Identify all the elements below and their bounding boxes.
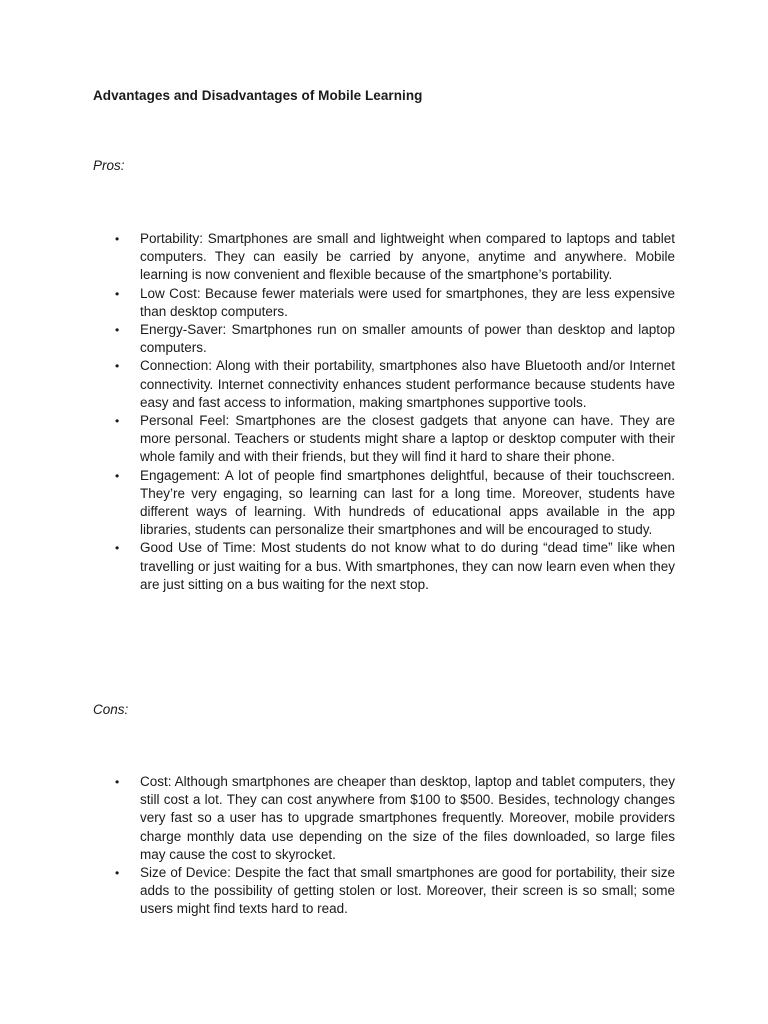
list-item [115, 539, 675, 594]
list-item-text: Engagement: A lot of people find smartphones delightful, because of their touchscreen. They’re very engaging, so learning can last for a long time. Moreover, students have different ways of learning. With hundreds of educational apps available in the app libraries, students can personalize their smartphones and will be encouraged to study. [140, 467, 675, 538]
pros-list [115, 230, 675, 594]
list-item [115, 773, 675, 864]
list-item [115, 864, 675, 919]
list-item-text: Energy-Saver: Smartphones run on smaller amounts of power than desktop and laptop computers. [140, 322, 675, 356]
list-item [115, 285, 675, 321]
document-title: Advantages and Disadvantages of Mobile Learning [93, 88, 423, 103]
list-item [115, 230, 675, 285]
list-item [115, 321, 675, 357]
bullet-icon: • [115, 232, 120, 246]
cons-list [115, 773, 675, 919]
list-item-text: Size of Device: Despite the fact that small smartphones are good for portability, their size adds to the possibility of getting stolen or lost. Moreover, their screen is so small; some users might find texts hard to read. [140, 865, 675, 917]
bullet-icon: • [115, 541, 120, 556]
list-item-text: Portability: Smartphones are small and lightweight when compared to laptops and tablet computers. They can easily be carried by anyone, anytime and anywhere. Mobile learning is now convenient and flexible because of the smartphone’s portability. [140, 231, 675, 283]
list-item-text: Personal Feel: Smartphones are the closest gadgets that anyone can have. They are more personal. Teachers or students might share a laptop or desktop computer with their whole family and with their friends, but they will find it hard to share their phone. [140, 413, 675, 465]
list-item-text: Connection: Along with their portability, smartphones also have Bluetooth and/or Internet connectivity. Internet connectivity enhances student performance because students have easy and fast access to information, making smartphones supportive tools. [140, 358, 675, 410]
list-item-text: Low Cost: Because fewer materials were used for smartphones, they are less expensive than desktop computers. [140, 285, 675, 319]
list-item-text: Cost: Although smartphones are cheaper than desktop, laptop and tablet computers, they still cost a lot. They can cost anywhere from $100 to $500. Besides, technology changes very fast so a user has to upgrade smartphones frequently. Moreover, mobile providers charge monthly data use depending on the size of the files downloaded, so large files may cause the cost to skyrocket. [140, 774, 675, 862]
list-item-text: Good Use of Time: Most students do not know what to do during “dead time” like when travelling or just waiting for a bus. With smartphones, they can now learn even when they are just sitting on a bus waiting for the next stop. [140, 540, 675, 592]
bullet-icon: • [115, 414, 120, 429]
bullet-icon: • [115, 286, 120, 301]
pros-heading: Pros: [93, 158, 125, 173]
list-item [115, 467, 675, 540]
cons-heading: Cons: [93, 702, 129, 717]
bullet-icon: • [115, 359, 120, 374]
bullet-icon: • [115, 323, 120, 338]
bullet-icon: • [115, 775, 120, 789]
list-item [115, 412, 675, 467]
bullet-icon: • [115, 866, 120, 881]
bullet-icon: • [115, 468, 120, 483]
list-item [115, 357, 675, 412]
